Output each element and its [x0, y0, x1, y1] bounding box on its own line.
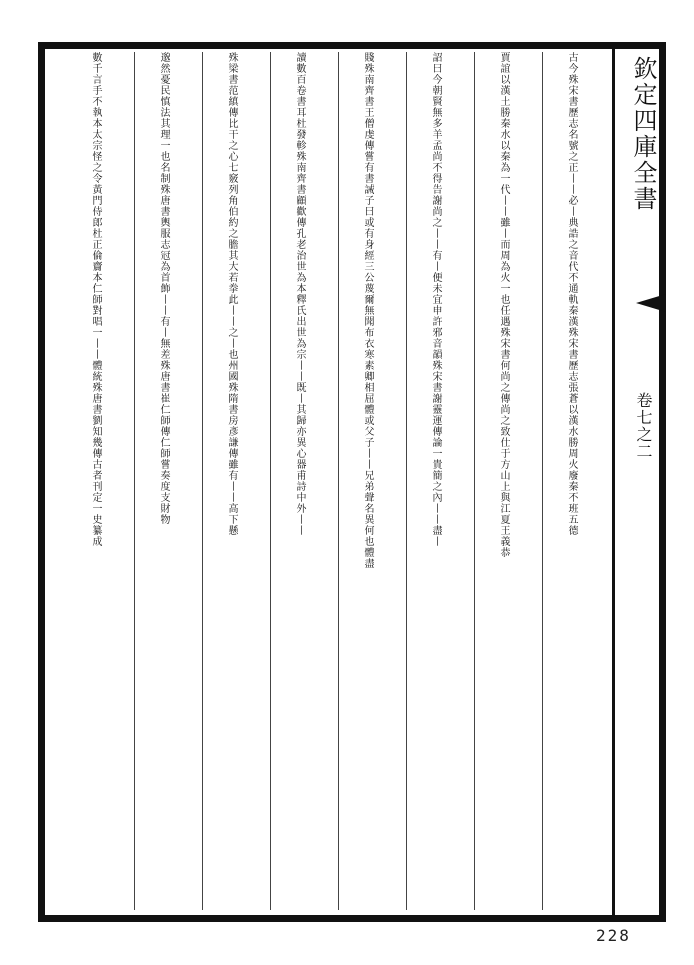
margin-title: 欽定四庫全書	[629, 56, 657, 212]
column-divider	[474, 52, 475, 910]
text-column-6: 殊梁書范縝傳比干之心七竅列角伯約之膽其大若拳此丨丨之丨也州國殊隋書房彥謙傳雖有丨丨高下懸	[226, 52, 237, 536]
text-column-4: 賤殊南齊書王僧虔傳嘗有書誡子曰或有身經三公蔑爾無聞布衣寒素卿相屈體或父子丨丨兄弟聲名異何也體盡	[362, 52, 373, 569]
text-column-3: 詔曰今朝賢無多羊孟尚不得告謝尚之丨丨有丨便未宜申許邪音韻殊宋書謝靈運傳論一貴簡之內丨丨盡丨	[430, 52, 441, 547]
text-column-1: 古今殊宋書歷志名號之正丨丨必丨典誥之音代不通軌秦漢殊宋書歷志張蒼以漢水勝周火廢秦不班五德	[566, 52, 577, 536]
text-column-8: 數千言手不執本太宗怪之令黃門侍郎杜正倫齎本仁師對唱一丨丨體統殊唐書劉知幾傳古者刊定一史纂成	[90, 52, 101, 547]
text-column-5: 讀數百卷書耳杜發軫殊南齊書顧歡傳孔老治世為本釋氏出世為宗丨丨既丨其歸亦異心器甫詩中外丨丨	[294, 52, 305, 536]
column-divider	[270, 52, 271, 910]
column-divider	[134, 52, 135, 910]
column-divider	[202, 52, 203, 910]
text-column-2: 賈誼以漢土勝秦水以秦為一代丨丨雖丨而周為火一也任遇殊宋書何尚之傳尚之致仕于方山上與江夏王義恭	[498, 52, 509, 558]
column-divider	[406, 52, 407, 910]
text-columns	[46, 52, 612, 910]
margin-volume-label: 卷七之二	[634, 392, 653, 460]
page-number: 228	[596, 926, 631, 945]
column-divider	[542, 52, 543, 910]
text-column-7: 邈然憂民慎法其理一也名制殊唐書輿服志冠為首飾丨丨有丨無差殊唐書崔仁師傳仁師嘗奏度支財物	[158, 52, 169, 525]
column-divider	[338, 52, 339, 910]
